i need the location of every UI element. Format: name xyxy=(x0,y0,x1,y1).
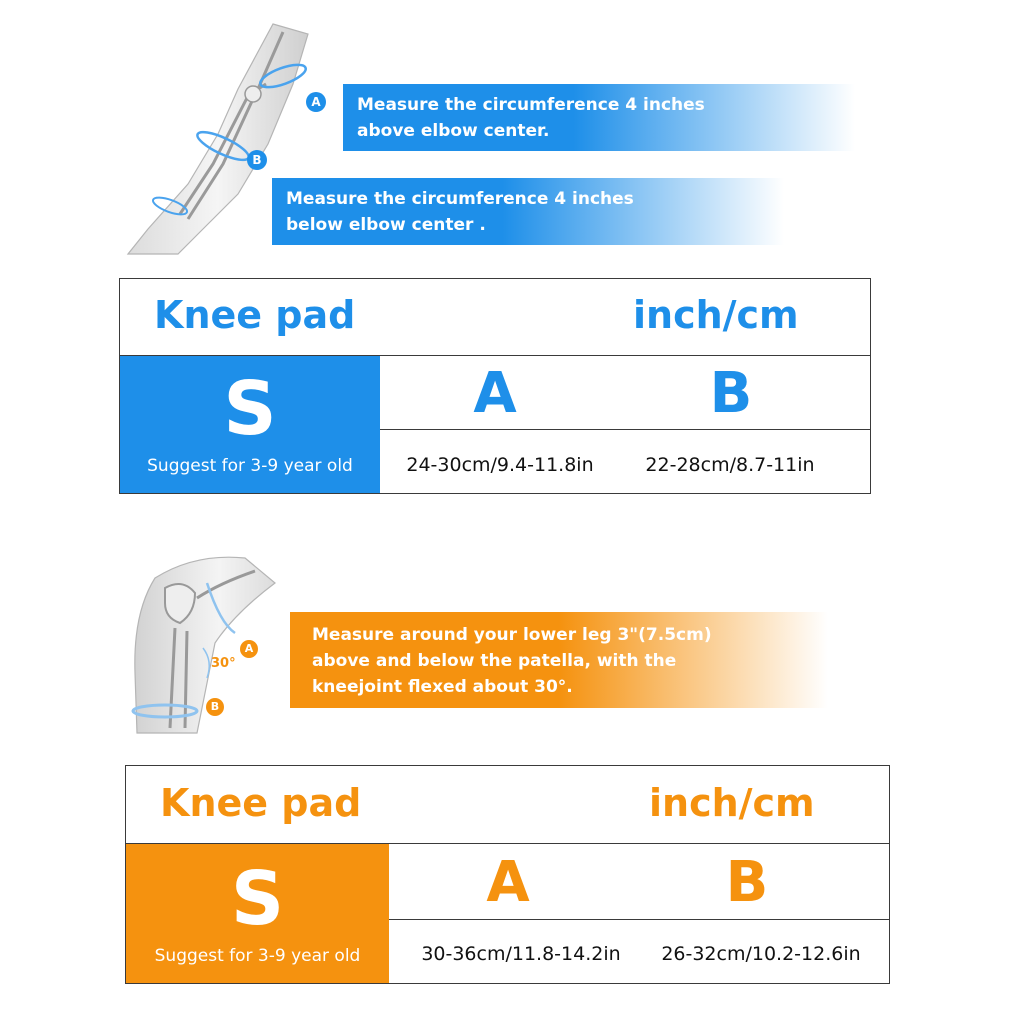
marker-a-badge xyxy=(306,92,326,112)
knee-size-letter: S xyxy=(230,856,285,942)
flex-angle-label: 30° xyxy=(211,656,236,671)
table-title: Knee pad xyxy=(154,293,356,337)
callout-below-line1: Measure the circumference 4 inches xyxy=(286,189,634,209)
callout-below-elbow xyxy=(272,178,784,245)
callout-above-line1: Measure the circumference 4 inches xyxy=(357,95,705,115)
callout-knee-line1: Measure around your lower leg 3"(7.5cm) xyxy=(312,625,712,645)
callout-knee-measure xyxy=(290,612,828,708)
knee-size-cell xyxy=(126,844,389,983)
size-letter: S xyxy=(223,366,277,452)
knee-value-a: 30-36cm/11.8-14.2in xyxy=(421,943,621,965)
knee-marker-b-label: B xyxy=(210,700,220,713)
value-a: 24-30cm/9.4-11.8in xyxy=(406,454,594,476)
knee-table-header-row xyxy=(126,766,889,844)
size-note: Suggest for 3-9 year old xyxy=(147,456,353,476)
knee-table-divider xyxy=(389,919,889,920)
table-unit: inch/cm xyxy=(633,293,799,337)
callout-below-line2: below elbow center . xyxy=(286,215,486,235)
knee-marker-a-badge xyxy=(240,640,258,658)
column-a-header: A xyxy=(473,361,517,426)
knee-marker-a-label: A xyxy=(244,642,254,655)
value-b: 22-28cm/8.7-11in xyxy=(645,454,815,476)
marker-b-label: B xyxy=(252,153,262,167)
callout-knee-line2: above and below the patella, with the xyxy=(312,651,677,671)
knee-marker-b-badge xyxy=(206,698,224,716)
column-b-header: B xyxy=(709,361,753,426)
knee-value-b: 26-32cm/10.2-12.6in xyxy=(661,943,861,965)
knee-illustration xyxy=(125,553,285,738)
callout-above-line2: above elbow center. xyxy=(357,121,550,141)
knee-size-table xyxy=(125,765,890,984)
arm-size-table xyxy=(119,278,871,494)
knee-table-title: Knee pad xyxy=(160,781,362,825)
size-cell xyxy=(120,356,380,493)
marker-a-label: A xyxy=(311,95,321,109)
knee-size-note: Suggest for 3-9 year old xyxy=(154,946,361,966)
callout-above-elbow xyxy=(343,84,855,151)
knee-table-unit: inch/cm xyxy=(649,781,815,825)
table-header-row xyxy=(120,279,870,356)
callout-knee-line3: kneejoint flexed about 30°. xyxy=(312,677,573,697)
knee-column-a-header: A xyxy=(486,850,530,915)
marker-b-badge xyxy=(247,150,267,170)
table-divider xyxy=(380,429,870,430)
knee-column-b-header: B xyxy=(725,850,769,915)
